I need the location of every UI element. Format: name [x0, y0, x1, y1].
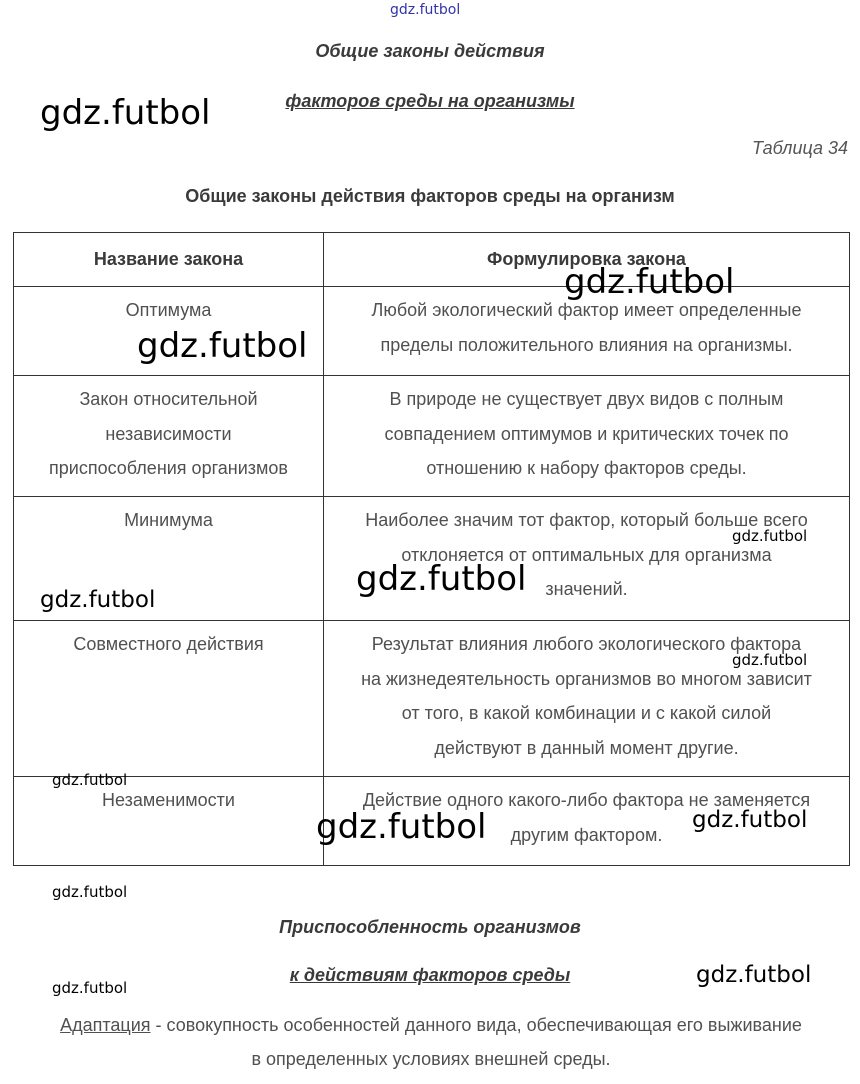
law-text-cell [324, 376, 850, 497]
law-text-cell [324, 621, 850, 777]
table-row [14, 376, 850, 497]
table-title: Общие законы действия факторов среды на организм [185, 186, 675, 206]
law-text-line: Результат влияния любого экологического фактора [371, 634, 802, 654]
law-name-line: независимости [105, 423, 232, 444]
law-text-line: совпадением оптимумов и критических точек по [384, 423, 789, 444]
watermark-11: gdz.futbol [52, 883, 128, 901]
law-text-line: пределы положительного влияния на организмы. [380, 334, 793, 355]
law-text-line: отношению к набору факторов среды. [426, 458, 747, 478]
section-heading-line2-text: факторов среды на организмы [285, 91, 575, 111]
table-caption: Таблица 34 [751, 138, 848, 158]
watermark-10: gdz.futbol [692, 807, 808, 833]
law-name-line: Оптимума [125, 300, 212, 320]
law-name-cell [14, 621, 324, 777]
adaptation-definition [14, 1008, 848, 1076]
law-name-cell [14, 777, 324, 866]
header-law-name: Название закона [14, 233, 324, 287]
law-name-line: Совместного действия [73, 634, 264, 654]
adaptation-term: Адаптация [60, 1015, 151, 1035]
law-text-line: значений. [545, 579, 628, 599]
law-text-line: В природе не существует двух видов с полным [389, 389, 784, 409]
watermark-5: gdz.futbol [356, 559, 527, 599]
watermark-3: gdz.futbol [137, 326, 308, 366]
watermark-top: gdz.futbol [390, 2, 461, 18]
watermark-1: gdz.futbol [40, 93, 211, 133]
section2-heading-line1: Приспособленность организмов [279, 917, 581, 937]
watermark-12: gdz.futbol [696, 962, 812, 988]
law-text-line: действуют в данный момент другие. [434, 737, 739, 758]
law-name-line: Незаменимости [102, 790, 235, 810]
header-law-formulation: Формулировка закона [324, 233, 850, 287]
watermark-4: gdz.futbol [732, 527, 808, 545]
law-text-line: на жизнедеятельность организмов во многом зависит [361, 668, 812, 689]
watermark-13: gdz.futbol [52, 979, 128, 997]
law-text-line: Любой экологический фактор имеет определенные [371, 300, 802, 320]
law-name-cell [14, 376, 324, 497]
table-row [14, 621, 850, 777]
law-text-line: отклоняется от оптимальных для организма [401, 544, 772, 565]
watermark-6: gdz.futbol [40, 587, 156, 613]
definition-line1 [14, 1008, 848, 1042]
definition-text: - совокупность особенностей данного вида, обеспечивающая его выживание [150, 1015, 802, 1035]
law-name-line: Минимума [124, 510, 213, 530]
law-text-line: другим фактором. [510, 824, 663, 845]
law-name-line: приспособления организмов [49, 458, 288, 478]
watermark-9: gdz.futbol [316, 807, 487, 847]
section2-heading-line2-text: к действиям факторов среды [289, 965, 571, 985]
watermark-2: gdz.futbol [564, 262, 735, 302]
definition-line2: в определенных условиях внешней среды. [251, 1049, 611, 1069]
watermark-8: gdz.futbol [52, 771, 128, 789]
law-text-line: Действие одного какого-либо фактора не заменяется [362, 790, 811, 810]
law-text-line: от того, в какой комбинации и с какой силой [401, 703, 772, 723]
section-heading-line1: Общие законы действия [315, 41, 545, 61]
watermark-7: gdz.futbol [732, 651, 808, 669]
law-text-line: Наиболее значим тот фактор, который больше всего [365, 510, 808, 530]
law-name-line: Закон относительной [79, 389, 258, 409]
